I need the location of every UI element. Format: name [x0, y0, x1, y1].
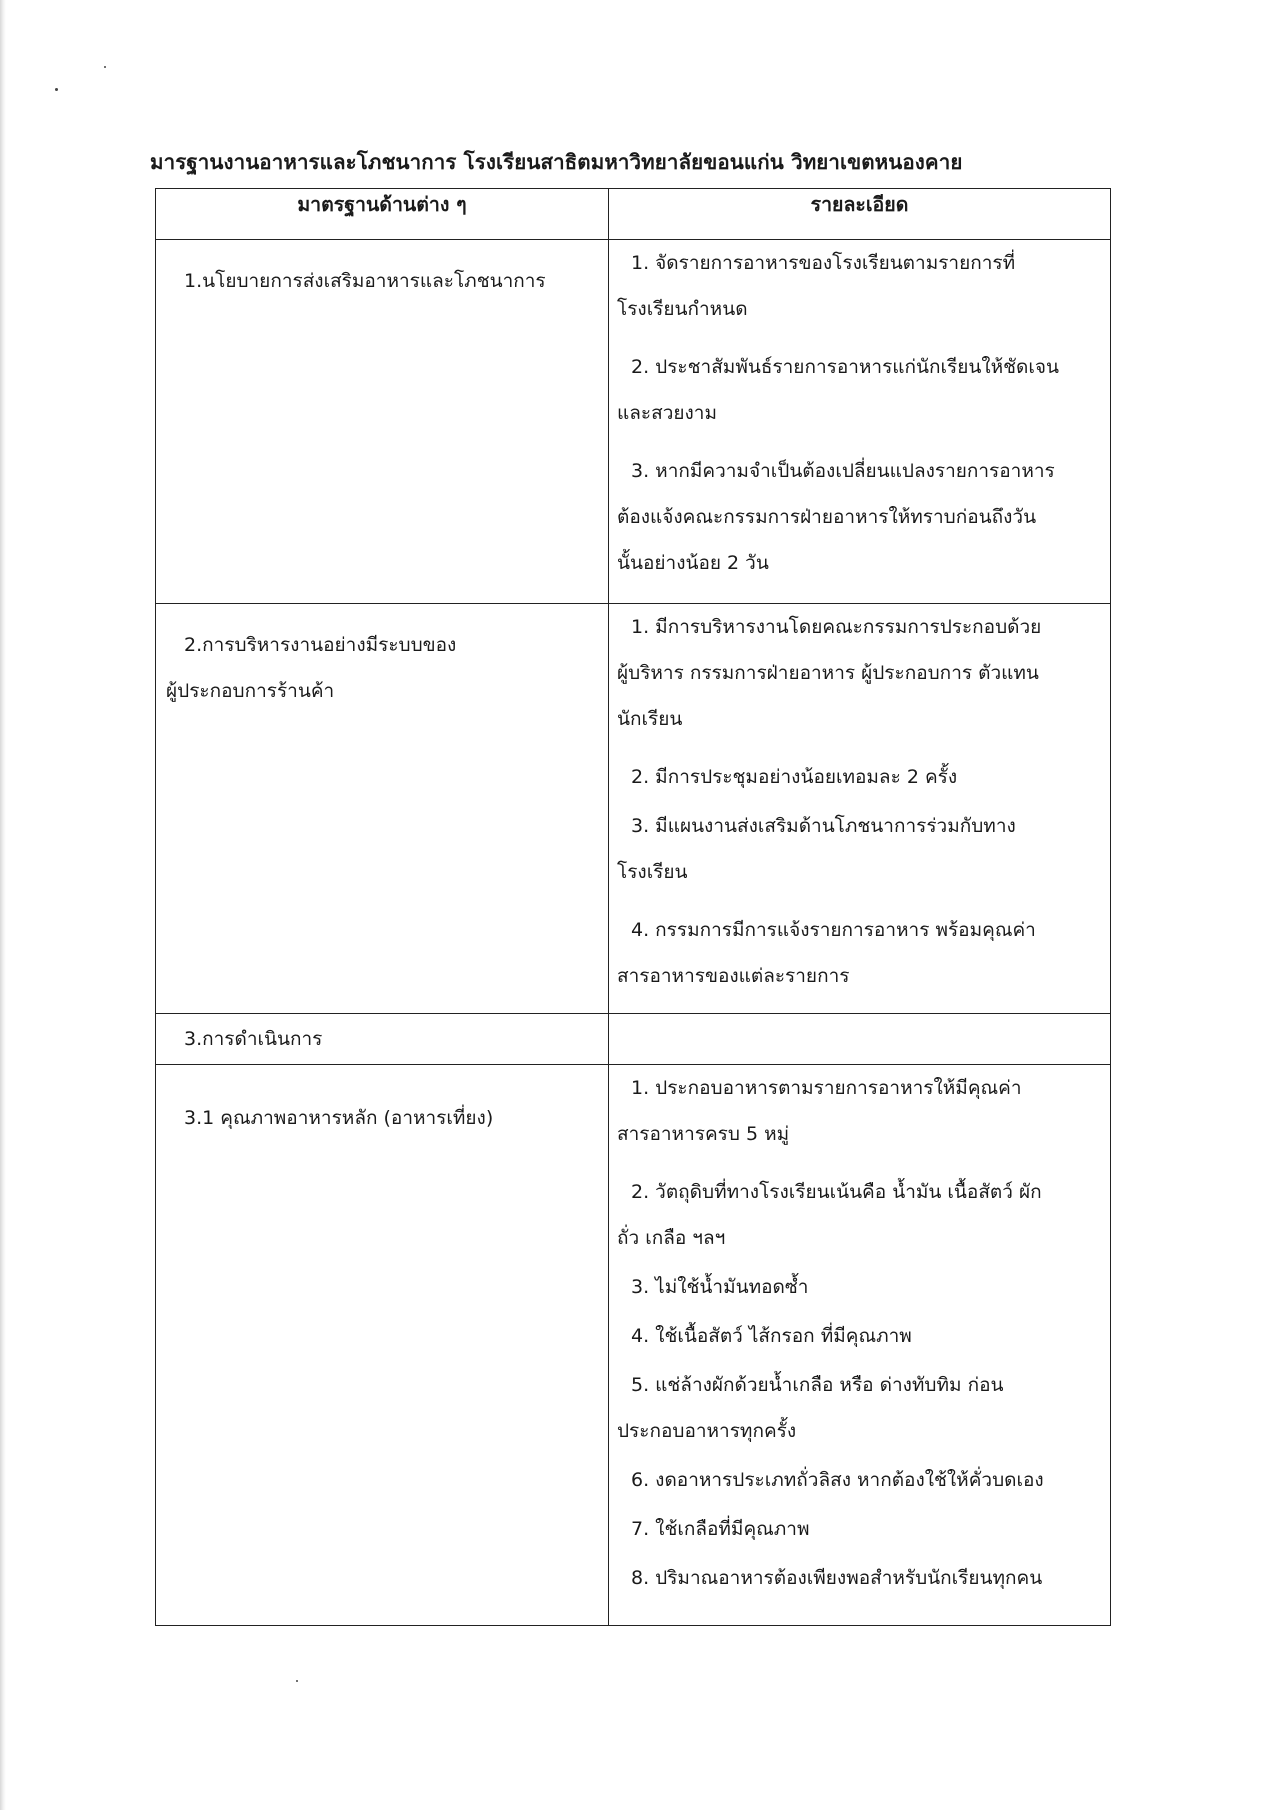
standard-cell: [156, 240, 609, 604]
detail-item: 4. ใช้เนื้อสัตว์ ไส้กรอก ที่มีคุณภาพ: [631, 1325, 912, 1347]
table-row: [156, 1014, 1111, 1065]
detail-item: 4. กรรมการมีการแจ้งรายการอาหาร พร้อมคุณค่า สารอาหารของแต่ละรายการ: [617, 919, 1036, 987]
details-cell: [609, 604, 1111, 1014]
scan-edge-shadow: [0, 0, 6, 1810]
detail-item: 5. แช่ล้างผักด้วยน้ำเกลือ หรือ ด่างทับทิม ก่อน ประกอบอาหารทุกครั้ง: [617, 1374, 1004, 1442]
scan-speck: [55, 88, 58, 91]
table-row: [156, 604, 1111, 1014]
detail-item: 1. ประกอบอาหารตามรายการอาหารให้มีคุณค่า สารอาหารครบ 5 หมู่: [617, 1077, 1022, 1145]
scan-speck: [296, 1680, 298, 1682]
standards-table: [155, 188, 1111, 1626]
detail-item: 6. งดอาหารประเภทถั่วลิสง หากต้องใช้ให้คั่วบดเอง: [631, 1469, 1044, 1491]
standard-line: 1.นโยบายการส่งเสริมอาหารและโภชนาการ: [184, 270, 546, 292]
header-details: รายละเอียด: [609, 189, 1111, 240]
detail-item: 3. ไม่ใช้น้ำมันทอดซ้ำ: [631, 1276, 809, 1298]
page-title: มารฐานงานอาหารและโภชนาการ โรงเรียนสาธิตมหาวิทยาลัยขอนแก่น วิทยาเขตหนองคาย: [150, 150, 963, 174]
detail-item: 1. จัดรายการอาหารของโรงเรียนตามรายการที่ โรงเรียนกำหนด: [617, 252, 1016, 320]
detail-item: 8. ปริมาณอาหารต้องเพียงพอสำหรับนักเรียนทุกคน: [631, 1567, 1043, 1589]
detail-item: 1. มีการบริหารงานโดยคณะกรรมการประกอบด้วย ผู้บริหาร กรรมการฝ่ายอาหาร ผู้ประกอบการ ตัวแทน นักเรียน: [617, 616, 1042, 730]
standard-cell: [156, 1065, 609, 1626]
header-standard: มาตรฐานด้านต่าง ๆ: [156, 189, 609, 240]
scan-speck: [104, 66, 106, 68]
detail-item: 2. มีการประชุมอย่างน้อยเทอมละ 2 ครั้ง: [631, 766, 958, 788]
detail-item: 3. หากมีความจำเป็นต้องเปลี่ยนแปลงรายการอาหาร ต้องแจ้งคณะกรรมการฝ่ายอาหารให้ทราบก่อนถึงวัน นั้นอย่างน้อย 2 วัน: [617, 460, 1055, 574]
table-row: [156, 240, 1111, 604]
details-cell: [609, 240, 1111, 604]
standard-cell: [156, 604, 609, 1014]
standard-line: 2.การบริหารงานอย่างมีระบบของ: [184, 634, 457, 656]
table-row: [156, 1065, 1111, 1626]
detail-item: 7. ใช้เกลือที่มีคุณภาพ: [631, 1518, 810, 1540]
standard-line: ผู้ประกอบการร้านค้า: [166, 680, 335, 702]
detail-item: 2. วัตถุดิบที่ทางโรงเรียนเน้นคือ น้ำมัน เนื้อสัตว์ ผัก ถั่ว เกลือ ฯลฯ: [617, 1181, 1042, 1249]
detail-item: 2. ประชาสัมพันธ์รายการอาหารแก่นักเรียนให้ชัดเจน และสวยงาม: [617, 356, 1060, 424]
standard-line: 3.การดำเนินการ: [184, 1028, 323, 1050]
standard-line: 3.1 คุณภาพอาหารหลัก (อาหารเที่ยง): [184, 1107, 494, 1129]
detail-item: 3. มีแผนงานส่งเสริมด้านโภชนาการร่วมกับทาง โรงเรียน: [617, 815, 1016, 883]
standard-cell: [156, 1014, 609, 1065]
details-cell: [609, 1065, 1111, 1626]
table-header-row: [156, 189, 1111, 240]
details-cell-empty: [609, 1014, 1111, 1065]
